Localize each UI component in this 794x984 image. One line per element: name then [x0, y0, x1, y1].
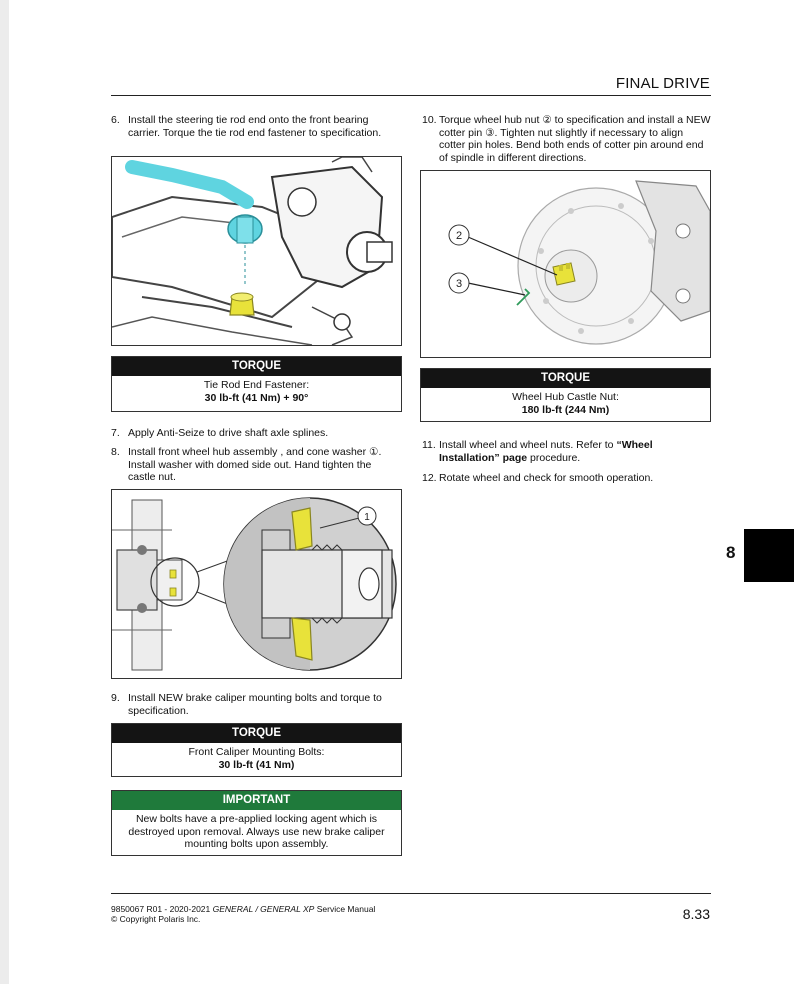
step-6: [111, 114, 401, 154]
hub-assembly-figure: [111, 489, 402, 679]
chapter-number: 8: [726, 543, 736, 562]
tie-rod-figure: [111, 156, 402, 346]
step-number: 7.: [111, 427, 120, 439]
callout-3: 3: [455, 278, 463, 290]
page-number: 8.33: [682, 906, 710, 922]
step-number: 9.: [111, 692, 120, 704]
torque-heading: TORQUE: [421, 369, 710, 388]
step-12: [422, 472, 712, 486]
step-text-before: Install wheel and wheel nuts. Refer to: [439, 439, 617, 451]
step-number: 10.: [422, 114, 437, 126]
torque-box-caliper: [111, 723, 402, 777]
important-heading: IMPORTANT: [112, 791, 401, 810]
step-text: Apply Anti-Seize to drive shaft axle splines.: [128, 427, 329, 439]
step-9: [111, 692, 401, 720]
step-text-after: procedure.: [527, 451, 581, 464]
step-number: 11.: [422, 439, 436, 451]
step-text: Rotate wheel and check for smooth operation.: [439, 472, 654, 484]
page-edge-shadow: [0, 0, 9, 984]
header-rule: [111, 95, 711, 96]
torque-label: Front Caliper Mounting Bolts:: [188, 746, 325, 758]
important-box: [111, 790, 402, 856]
torque-heading: TORQUE: [112, 724, 401, 743]
important-text: New bolts have a pre-applied locking agent which is destroyed upon removal. Always use new brake caliper mounting bolts upon assembly.: [128, 813, 385, 850]
hub-assembly-illustration: [112, 490, 401, 678]
step-text: Install the steering tie rod end onto the front bearing carrier. Torque the tie rod end fastener to specification.: [128, 114, 382, 139]
step-number: 12.: [422, 472, 437, 484]
callout-1: 1: [364, 512, 370, 523]
footer-doc-suffix: Service Manual: [314, 904, 376, 914]
step-10: [422, 114, 712, 168]
footer-doc-prefix: 9850067 R01 - 2020-2021: [111, 904, 213, 914]
step-text: Install front wheel hub assembly , and cone washer ①. Install washer with domed side out. Hand tighten the castle nut.: [128, 446, 382, 483]
step-number: 8.: [111, 446, 120, 458]
torque-box-tie-rod: [111, 356, 402, 412]
footer-doc-info: [111, 904, 375, 924]
torque-heading: TORQUE: [112, 357, 401, 376]
castle-nut-illustration: [421, 171, 710, 357]
torque-label: Wheel Hub Castle Nut:: [512, 391, 619, 403]
torque-label: Tie Rod End Fastener:: [203, 379, 310, 391]
torque-box-castle-nut: [420, 368, 711, 422]
step-text: Install NEW brake caliper mounting bolts and torque to specification.: [128, 692, 382, 717]
step-text: Torque wheel hub nut ② to specification and install a NEW cotter pin ③. Tighten nut slightly if necessary to align cotter pin holes. Bend both ends of cotter pin around end of spindle in different directions.: [439, 114, 711, 164]
castle-nut-figure: [420, 170, 711, 358]
callout-2: 2: [455, 230, 463, 242]
footer-rule: [111, 893, 711, 894]
step-11: [422, 439, 712, 467]
tie-rod-illustration: [112, 157, 401, 345]
step-8: [111, 446, 401, 486]
wheel-installation-link[interactable]: “Wheel Installation” page: [439, 439, 653, 464]
torque-value: 180 lb-ft (244 Nm): [521, 403, 610, 416]
chapter-tab: [744, 529, 794, 582]
step-7: [111, 427, 401, 441]
footer-doc-model: GENERAL / GENERAL XP: [212, 904, 315, 914]
section-title: FINAL DRIVE: [615, 75, 710, 92]
step-number: 6.: [111, 114, 120, 126]
torque-value: 30 lb-ft (41 Nm) + 90°: [204, 391, 309, 404]
torque-value: 30 lb-ft (41 Nm): [218, 758, 295, 771]
footer-copyright: © Copyright Polaris Inc.: [111, 914, 201, 924]
